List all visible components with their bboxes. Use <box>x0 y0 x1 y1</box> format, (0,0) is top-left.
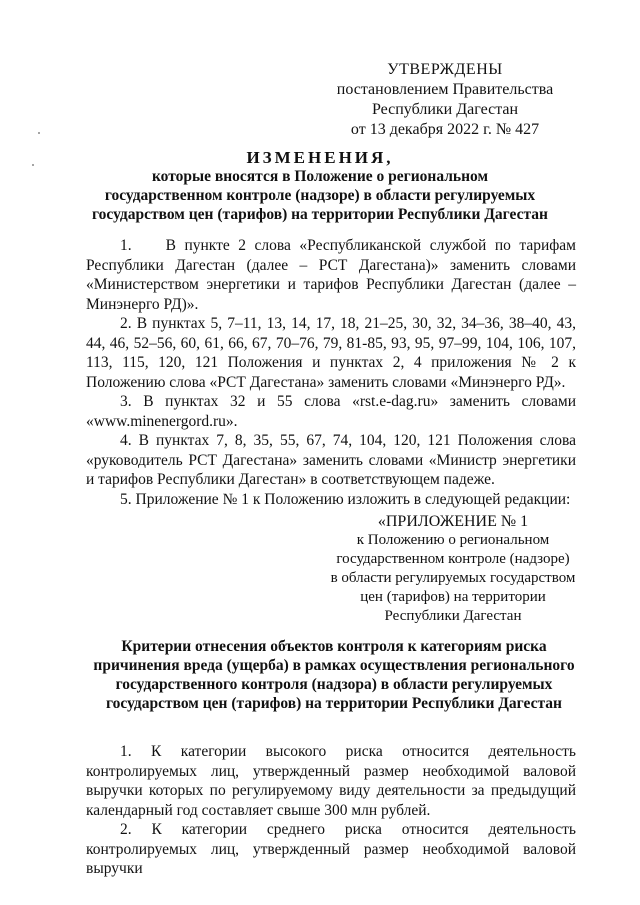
amendment-item: 2. В пунктах 5, 7–11, 13, 14, 17, 18, 21–25, 30, 32, 34–36, 38–40, 43, 44, 46, 52–56, 60, 61, 66, 67, 70–76, 79, 81-85, 93, 95, 97–99, 104, 106, 107, 113, 115, 120, 121 Положения и пунктах 2, 4 приложения № 2 к Положению слова «РСТ Дагестана» заменить словами «Минэнерго РД». <box>86 315 576 391</box>
title-line: государственном контроле (надзоре) в области регулируемых <box>104 187 536 204</box>
criteria-title-line: государственного контроля (надзора) в области регулируемых <box>115 676 553 693</box>
appendix-line: цен (тарифов) на территории <box>360 589 546 605</box>
criteria-title: Критерии отнесения объектов контроля к категориям риска <box>121 638 547 655</box>
criteria-list <box>86 742 580 879</box>
amendment-item: 4. В пунктах 7, 8, 35, 55, 67, 74, 104, 120, 121 Положения слова «руководитель РСТ Дагестана» заменить словами «Министр энергетики и тарифов Республики Дагестан» в соответствующем падеже. <box>86 432 576 488</box>
appendix-line: Республики Дагестан <box>384 608 522 624</box>
appendix-line: государственном контроле (надзоре) <box>336 551 570 567</box>
appendix-title: «ПРИЛОЖЕНИЕ № 1 <box>377 513 529 530</box>
appendix-line: к Положению о региональном <box>356 532 550 548</box>
document-title: ИЗМЕНЕНИЯ, <box>246 148 394 167</box>
appendix-heading <box>318 512 588 626</box>
criteria-item: 1. К категории высокого риска относится деятельность контролируемых лиц, утвержденный размер необходимой валовой выручки которых по регулируемому виду деятельности за предыдущий календарный год составляет свыше 300 млн рублей. <box>86 743 580 819</box>
scan-speck <box>38 132 40 134</box>
amendments-list <box>86 236 580 509</box>
scan-speck <box>32 164 34 166</box>
approval-date: от 13 декабря 2022 г. № 427 <box>350 121 540 138</box>
criteria-item: 2. К категории среднего риска относится деятельность контролируемых лиц, утвержденный размер необходимой валовой выручки <box>86 821 580 877</box>
approval-line: Республики Дагестан <box>371 101 519 118</box>
amendment-item: 1. В пункте 2 слова «Республиканской службой по тарифам Республики Дагестан (далее – РСТ Дагестана)» заменить словами «Министерством энергетики и тарифов Республики Дагестан (далее – Минэнерго РД)». <box>86 237 580 313</box>
title-line: которые вносятся в Положение о региональном <box>151 168 489 185</box>
approval-heading: УТВЕРЖДЕНЫ <box>387 61 503 78</box>
title-line: государством цен (тарифов) на территории Республики Дагестан <box>92 206 548 223</box>
amendment-item: 3. В пунктах 32 и 55 слова «rst.e-dag.ru» заменить словами «www.minenergord.ru». <box>86 393 576 430</box>
appendix-line: в области регулируемых государством <box>330 570 576 586</box>
criteria-title-line: государством цен (тарифов) на территории Республики Дагестан <box>106 695 562 712</box>
approval-block <box>300 60 590 140</box>
approval-line: постановлением Правительства <box>336 81 554 98</box>
criteria-title-line: причинения вреда (ущерба) в рамках осуществления регионального <box>93 657 575 674</box>
amendment-item: 5. Приложение № 1 к Положению изложить в следующей редакции: <box>120 490 571 508</box>
